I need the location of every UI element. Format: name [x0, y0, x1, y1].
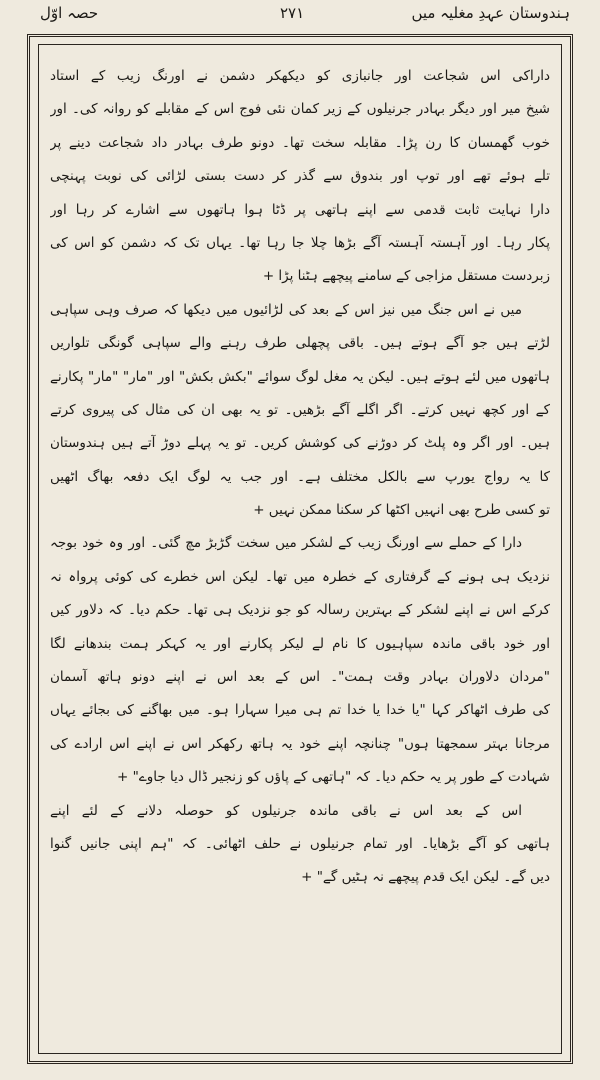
paragraph-3	[50, 527, 550, 794]
text-line: اس کے بعد اس نے باقی ماندہ جرنیلوں کو حوصلہ دلانے کے لئے اپنے	[50, 802, 522, 819]
text-line: دیں گے۔ لیکن ایک قدم پیچھے نہ ہٹیں گے" +	[301, 869, 550, 886]
text-line: اور خود باقی ماندہ سپاہیوں کا نام لے لیکر پکارنے اور یہ کہکر ہمت بندھانے لگا	[50, 635, 550, 652]
running-header	[20, 4, 580, 32]
text-line: زبردست مستقل مزاجی کے سامنے پیچھے ہٹنا پڑا +	[262, 268, 550, 285]
text-line: خوب گھمسان کا رن پڑا۔ مقابلہ سخت تھا۔ دونو طرف بہادر داد شجاعت دینے پر	[50, 134, 550, 151]
header-section: حصہ اوّل	[40, 4, 99, 22]
text-line: "مردان دلاوران بہادر وقت ہمت"۔ اس کے بعد اس نے اپنے دونو ہاتھ آسمان	[50, 669, 550, 686]
text-line: ہیں۔ اور اگر وہ پلٹ کر دوڑنے کی کوشش کریں۔ تو یہ پہلے دوڑ آتے ہیں ہندوستان	[50, 435, 550, 452]
text-line: مرجانا بہتر سمجھتا ہوں" چنانچہ اپنے خود یہ ہاتھ رکھکر اس نے اپنے اس ارادے کی	[50, 735, 550, 752]
text-line: داراکی اس شجاعت اور جانبازی کو دیکھکر دشمن نے اورنگ زیب کے استاد	[50, 68, 550, 84]
text-line: ہاتھی کو آگے بڑھایا۔ اور تمام جرنیلوں نے حلف اٹھائی۔ کہ "ہم اپنی جانیں گنوا	[50, 835, 550, 852]
text-line: تو کسی طرح بھی انہیں اکٹھا کر سکنا ممکن نہیں +	[253, 502, 550, 519]
text-line: شہادت کے طور پر یہ حکم دیا۔ کہ "ہاتھی کے پاؤں کو زنجیر ڈال دیا جاوے" +	[117, 769, 550, 786]
text-line: لڑتے ہیں جو آگے ہوتے ہیں۔ باقی پچھلی طرف رہنے والے سپاہی گونگی تلواریں	[50, 335, 550, 352]
text-line: شیخ میر اور دیگر بہادر جرنیلوں کے زیر کمان نئی فوج اس کے مقابلے کو روانہ کی۔ اور	[50, 101, 550, 118]
text-line: کے اور کچھ نہیں کرتے۔ اگر اگلے آگے بڑھیں۔ تو یہ بھی ان کی مثال کی پیروی کرتے	[50, 401, 550, 418]
text-line: دارا نہایت ثابت قدمی سے اپنے ہاتھی پر ڈٹا ہوا ہاتھوں سے اشارے کر رہا اور	[50, 201, 550, 218]
body-text	[50, 60, 550, 1040]
paragraph-2	[50, 294, 550, 528]
text-line: پکار رہا۔ اور آہستہ آہستہ آگے بڑھا چلا جا رہا تھا۔ یہاں تک کہ دشمن کو اس کی	[50, 234, 550, 251]
text-line: تلے ہوئے تھے اور توپ اور بندوق سے گذر کر دست بستی لڑائی کی نوبت پہنچی	[50, 168, 550, 185]
text-line: کی طرف اٹھاکر کہا "یا خدا یا خدا تم ہی میرا سہارا ہو۔ میں بھاگنے کی بجائے یہاں	[50, 702, 550, 719]
text-line: دارا کے حملے سے اورنگ زیب کے لشکر میں سخت گڑبڑ مچ گئی۔ اور وہ خود بوجہ	[50, 535, 522, 552]
paragraph-1	[50, 60, 550, 294]
text-line: میں نے اس جنگ میں نیز اس کے بعد کی لڑائیوں میں دیکھا کہ صرف وہی سپاہی	[50, 301, 522, 318]
text-line: کا یہ رواج یورپ سے بالکل مختلف ہے۔ اور جب یہ لوگ ایک دفعہ بھاگ اٹھیں	[50, 468, 550, 485]
text-line: کرکے اس نے اپنے لشکر کے بہترین رسالہ کو جو نزدیک ہی تھا۔ حکم دیا۔ کہ دلاور کیں	[50, 602, 550, 619]
page-number: ۲۷۱	[280, 4, 305, 22]
text-line: ہاتھوں میں لئے ہوتے ہیں۔ لیکن یہ مغل لوگ سوائے "بکش بکش" اور "مار" "مار" پکارنے	[50, 368, 550, 385]
paragraph-4	[50, 795, 550, 895]
text-line: نزدیک ہی ہونے کے گرفتاری کے خطرہ میں تھا۔ لیکن اس خطرے کی کوئی پرواہ نہ	[50, 568, 550, 585]
header-book-title: ہندوستان عہدِ مغلیہ میں	[411, 4, 570, 22]
